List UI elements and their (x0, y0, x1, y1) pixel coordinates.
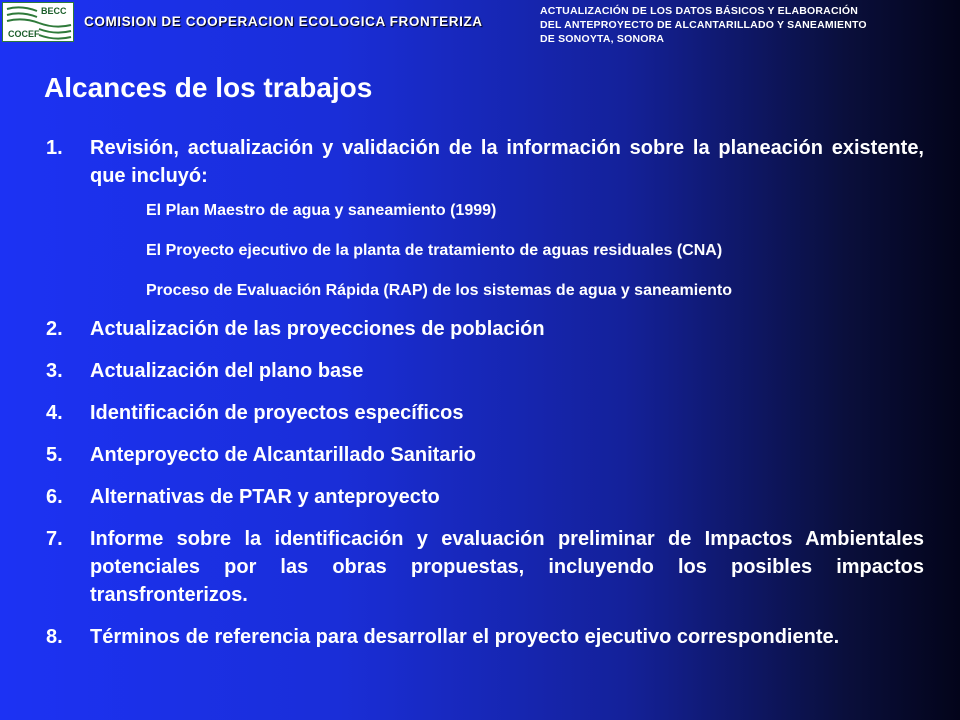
scope-item (46, 441, 924, 469)
scope-item-text: Actualización del plano base (90, 360, 364, 382)
scope-item-number: 5. (46, 444, 63, 466)
becc-cocef-logo (2, 2, 74, 42)
organization-name: COMISION DE COOPERACION ECOLOGICA FRONTERIZA (84, 14, 483, 29)
scope-item-number: 7. (46, 528, 63, 550)
scope-item-number: 8. (46, 626, 63, 648)
logo-becc-text: BECC (41, 6, 67, 16)
scope-sub-item: El Plan Maestro de agua y saneamiento (1999) (146, 202, 497, 219)
project-title-line: DEL ANTEPROYECTO DE ALCANTARILLADO Y SANEAMIENTO (540, 19, 867, 31)
scope-item-number: 6. (46, 486, 63, 508)
scope-item-text: Informe sobre la identificación y evaluación preliminar de Impactos Ambientales potenciales por las obras propuestas, incluyendo los posibles impactos transfronterizos. (90, 528, 924, 606)
scope-sub-item: Proceso de Evaluación Rápida (RAP) de los sistemas de agua y saneamiento (146, 282, 732, 299)
scope-item (46, 315, 924, 343)
scope-item (46, 134, 924, 301)
scope-item-text: Anteproyecto de Alcantarillado Sanitario (90, 444, 477, 466)
page-title: Alcances de los trabajos (44, 72, 373, 103)
scope-item (46, 357, 924, 385)
scope-list (46, 134, 924, 665)
scope-item-text: Revisión, actualización y validación de la información sobre la planeación existente, que incluyó: (90, 137, 924, 187)
scope-item-text: Alternativas de PTAR y anteproyecto (90, 486, 440, 508)
scope-item (46, 483, 924, 511)
project-title-line: ACTUALIZACIÓN DE LOS DATOS BÁSICOS Y ELABORACIÓN (540, 5, 859, 17)
scope-item-number: 2. (46, 318, 63, 340)
scope-item (46, 399, 924, 427)
scope-item-text: Actualización de las proyecciones de población (90, 318, 545, 340)
scope-item (46, 623, 924, 651)
logo-cocef-text: COCEF (8, 29, 40, 39)
scope-item-number: 4. (46, 402, 63, 424)
project-title-line: DE SONOYTA, SONORA (540, 33, 665, 45)
scope-item-number: 3. (46, 360, 63, 382)
scope-item-text: Términos de referencia para desarrollar el proyecto ejecutivo correspondiente. (90, 626, 840, 648)
scope-item-number: 1. (46, 137, 63, 159)
scope-sub-item: El Proyecto ejecutivo de la planta de tratamiento de aguas residuales (CNA) (146, 242, 723, 259)
project-title (540, 4, 955, 46)
scope-item-text: Identificación de proyectos específicos (90, 402, 464, 424)
scope-sub-list (90, 201, 924, 301)
scope-item (46, 525, 924, 609)
